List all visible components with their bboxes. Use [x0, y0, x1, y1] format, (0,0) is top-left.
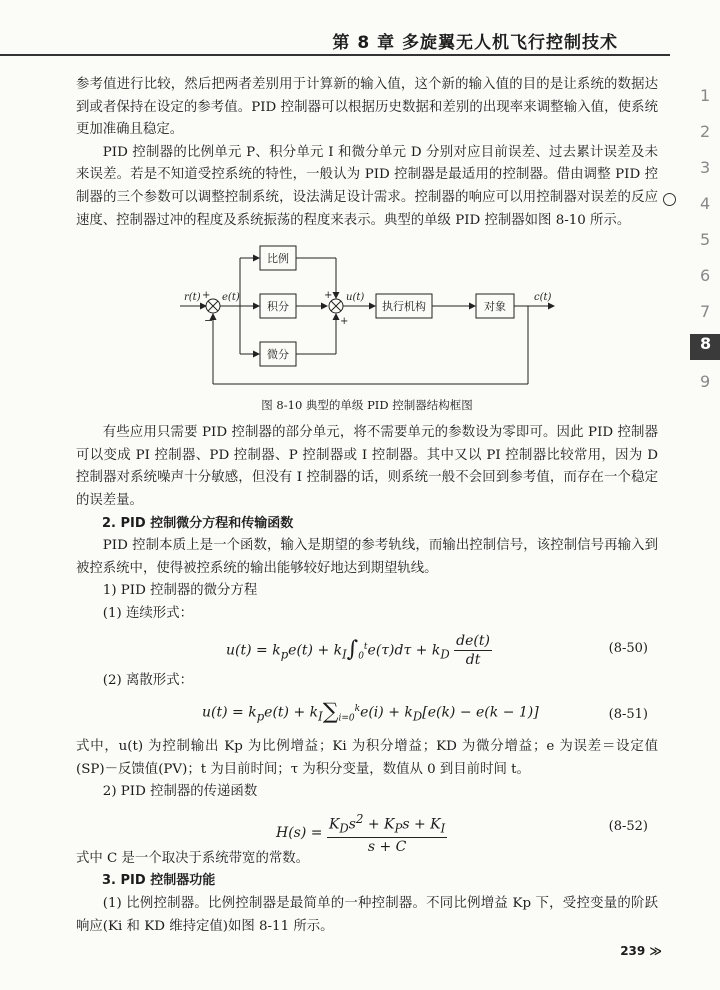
block-label-d: 微分	[267, 348, 289, 362]
equation-body: $u(t) = k_pe(t) + k_I\int_0^te(\tau)d\tau + k_D$ $\frac{de(t)}{dt}$	[226, 632, 490, 668]
signal-u: u(t)	[346, 292, 365, 304]
equation-body: $u(t) = k_pe(t) + k_I\sum_{i=0}^ke(i) + k_D[e(k) - e(k - 1)]$	[202, 699, 539, 725]
tab-7: 7	[700, 302, 711, 321]
sign-plus-3: +	[340, 316, 349, 328]
block-label-actuator: 执行机构	[382, 300, 426, 314]
tab-4: 4	[700, 194, 711, 213]
subheading: (2) 离散形式：	[102, 672, 193, 688]
sign-minus: −	[204, 314, 214, 328]
paragraph: 式中 C 是一个取决于系统带宽的常数。	[76, 850, 310, 866]
block-label-p: 比例	[267, 252, 289, 266]
page-header	[0, 0, 670, 56]
section-heading: 3. PID 控制器功能	[102, 873, 216, 889]
tab-9: 9	[700, 372, 711, 391]
signal-r: r(t)	[184, 292, 201, 304]
sign-plus-1: +	[202, 290, 211, 302]
signal-c: c(t)	[534, 292, 552, 304]
sign-plus-2: +	[324, 290, 333, 302]
pid-diagram-svg	[76, 236, 658, 396]
equation-number: (8-51)	[608, 707, 648, 723]
paragraph: PID 控制本质上是一个函数，输入是期望的参考轨线，而输出控制信号，该控制信号再输入到被控系统中，使得被控系统的输出能够较好地达到期望轨线。	[76, 538, 658, 576]
subheading: 2) PID 控制器的传递函数	[102, 784, 258, 800]
paragraph: (1) 比例控制器。比例控制器是最简单的一种控制器。不同比例增益 Kp 下，受控变量的阶跃响应(Ki 和 KD 维持定值)如图 8-11 所示。	[76, 896, 658, 934]
block-label-plant: 对象	[484, 300, 506, 314]
tab-1: 1	[700, 86, 711, 105]
signal-e: e(t)	[222, 292, 240, 304]
equation-body: H(s) = $\frac{K_Ds^2 + K_Ps + K_I}{s + C}$	[276, 811, 446, 856]
tab-5: 5	[700, 230, 711, 249]
subheading: (1) 连续形式：	[102, 605, 193, 621]
equation-8-52	[76, 804, 658, 856]
paragraph: 参考值进行比较，然后把两者差别用于计算新的输入值，这个新的输入值的目的是让系统的数据达到或者保持在设定的参考值。PID 控制器可以根据历史数据和差别的出现率来调整输入值，使系统更加准确且稳定。	[76, 77, 658, 138]
margin-circle-mark	[663, 193, 676, 206]
header-rule	[0, 54, 670, 56]
page-number: 239 ≫	[620, 944, 662, 958]
paragraph: 有些应用只需要 PID 控制器的部分单元，将不需要单元的参数设为零即可。因此 PID 控制器可以变成 PI 控制器、PD 控制器、P 控制器或 I 控制器。其中又以 PI 控制器比较常用，因为 D 控制器对系统噪声十分敏感，但没有 I 控制器的话，则系统一般不会回到参考值，而存在一个稳定的误差量。	[76, 425, 658, 508]
equation-number: (8-52)	[608, 818, 648, 834]
page-body	[76, 74, 658, 938]
equation-8-51	[76, 692, 658, 736]
pid-block-diagram	[76, 236, 658, 396]
equation-number: (8-50)	[608, 640, 648, 656]
subheading: 1) PID 控制器的微分方程	[102, 583, 258, 599]
tab-8-active: 8	[690, 334, 720, 360]
equation-8-50	[76, 626, 658, 670]
tab-6: 6	[700, 266, 711, 285]
tab-3: 3	[700, 158, 711, 177]
block-label-i: 积分	[267, 300, 289, 314]
section-heading: 2. PID 控制微分方程和传输函数	[102, 515, 294, 531]
figure-caption: 图 8-10 典型的单级 PID 控制器结构框图	[261, 398, 473, 413]
tab-2: 2	[700, 122, 711, 141]
chapter-title: 第 8 章 多旋翼无人机飞行控制技术	[332, 33, 618, 53]
paragraph: PID 控制器的比例单元 P、积分单元 I 和微分单元 D 分别对应目前误差、过去累计误差及未来误差。若是不知道受控系统的特性，一般认为 PID 控制器是最适用的控制器。借由调整 PID 控制器的三个参数可以调整控制系统，设法满足设计需求。控制器的响应可以用控制器对误差的反应速度、控制器过冲的程度及系统振荡的程度来表示。典型的单级 PID 控制器如图 8-10 所示。	[76, 144, 658, 228]
paragraph: 式中，u(t) 为控制输出 Kp 为比例增益；Ki 为积分增益；KD 为微分增益；e 为误差＝设定值(SP)－反馈值(PV)；t 为目前时间；τ 为积分变量，数值从 0 到目前时间 t。	[76, 739, 658, 777]
